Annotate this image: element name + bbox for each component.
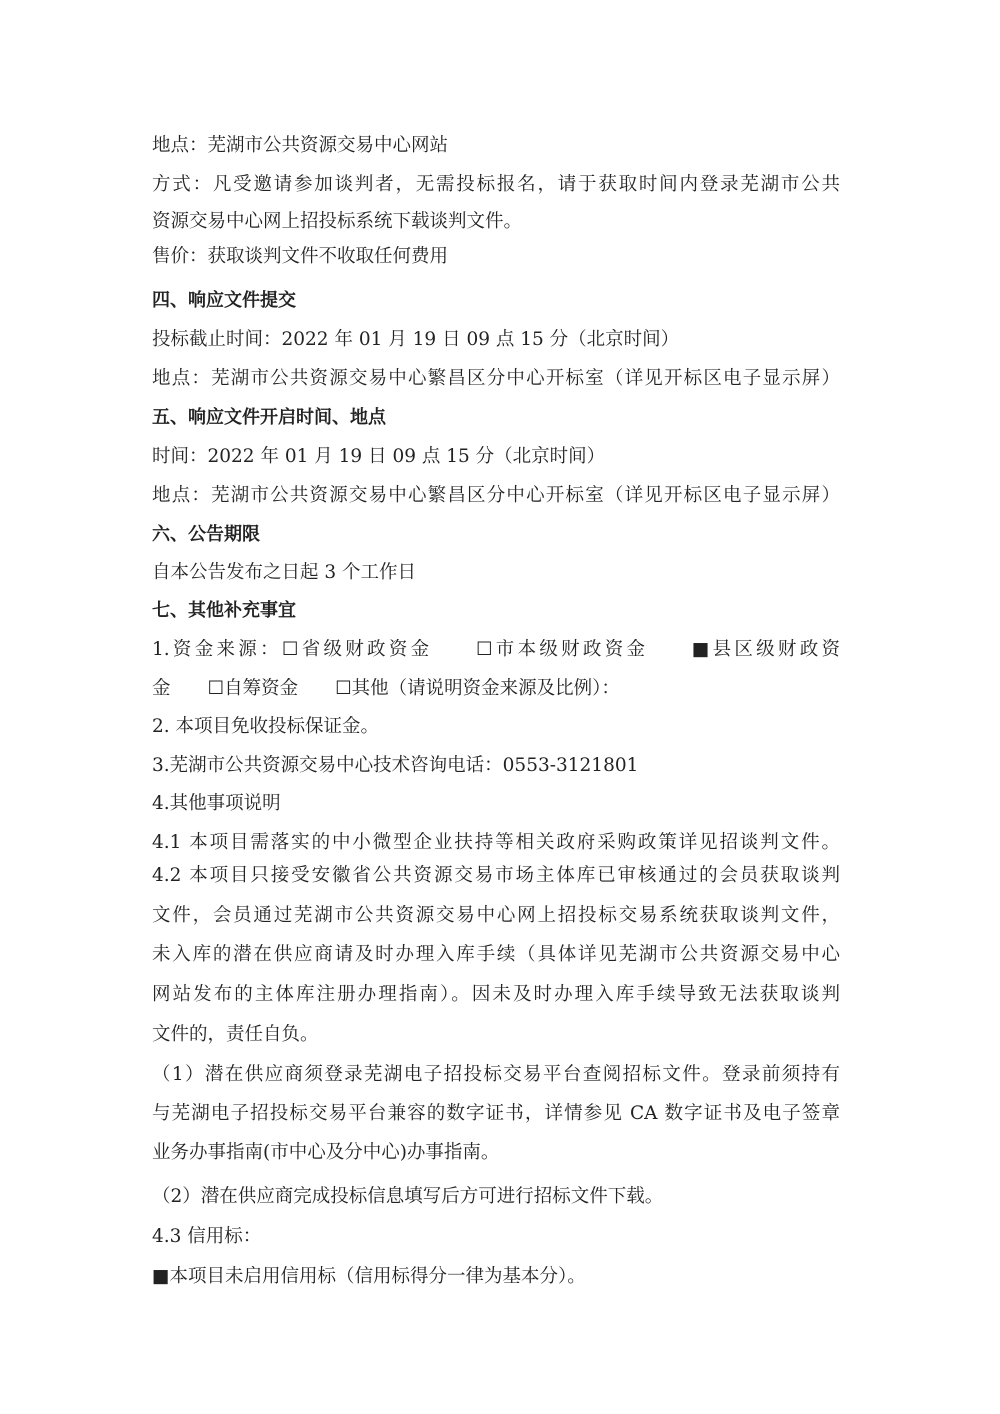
section-heading: 五、响应文件开启时间、地点 — [152, 407, 386, 428]
text-line: ■本项目未启用信用标（信用标得分一律为基本分）。 — [152, 1266, 586, 1287]
text-line: 资源交易中心网上招投标系统下载谈判文件。 — [152, 211, 523, 232]
text-line: 4.其他事项说明 — [152, 793, 281, 814]
text-line: 未入库的潜在供应商请及时办理入库手续（具体详见芜湖市公共资源交易中心 — [152, 944, 840, 965]
text-line: 文件的，责任自负。 — [152, 1024, 319, 1045]
section-heading: 六、公告期限 — [152, 524, 260, 545]
text-line: 地点：芜湖市公共资源交易中心繁昌区分中心开标室（详见开标区电子显示屏） — [152, 368, 840, 389]
text-line: 方式：凡受邀请参加谈判者，无需投标报名，请于获取时间内登录芜湖市公共 — [152, 174, 840, 195]
text-line: 业务办事指南(市中心及分中心)办事指南。 — [152, 1142, 500, 1163]
text-line: 4.3 信用标： — [152, 1226, 262, 1247]
text-line: 金 ☐自筹资金 ☐其他（请说明资金来源及比例）： — [152, 678, 620, 699]
text-line: 文件，会员通过芜湖市公共资源交易中心网上招投标交易系统获取谈判文件， — [152, 905, 840, 926]
text-line: 4.1 本项目需落实的中小微型企业扶持等相关政府采购政策详见招谈判文件。 — [152, 832, 840, 853]
text-line: （2）潜在供应商完成投标信息填写后方可进行招标文件下载。 — [152, 1186, 664, 1207]
text-line: 2. 本项目免收投标保证金。 — [152, 716, 380, 737]
section-heading: 四、响应文件提交 — [152, 290, 296, 311]
section-heading: 七、其他补充事宜 — [152, 600, 296, 621]
text-line: 自本公告发布之日起 3 个工作日 — [152, 562, 417, 583]
text-line: 时间：2022 年 01 月 19 日 09 点 15 分（北京时间） — [152, 446, 606, 467]
text-line: 投标截止时间：2022 年 01 月 19 日 09 点 15 分（北京时间） — [152, 329, 680, 350]
text-line: 与芜湖电子招投标交易平台兼容的数字证书，详情参见 CA 数字证书及电子签章 — [152, 1103, 840, 1124]
text-line: 地点：芜湖市公共资源交易中心繁昌区分中心开标室（详见开标区电子显示屏） — [152, 485, 840, 506]
text-line: 4.2 本项目只接受安徽省公共资源交易市场主体库已审核通过的会员获取谈判 — [152, 865, 840, 886]
text-line: 3.芜湖市公共资源交易中心技术咨询电话：0553-3121801 — [152, 755, 639, 776]
text-line: 网站发布的主体库注册办理指南）。因未及时办理入库手续导致无法获取谈判 — [152, 984, 840, 1005]
text-line: 1.资金来源：☐省级财政资金 ☐市本级财政资金 ■县区级财政资 — [152, 639, 840, 660]
text-line: （1）潜在供应商须登录芜湖电子招投标交易平台查阅招标文件。登录前须持有 — [152, 1064, 840, 1085]
text-line: 地点：芜湖市公共资源交易中心网站 — [152, 135, 449, 156]
text-line: 售价：获取谈判文件不收取任何费用 — [152, 246, 449, 267]
